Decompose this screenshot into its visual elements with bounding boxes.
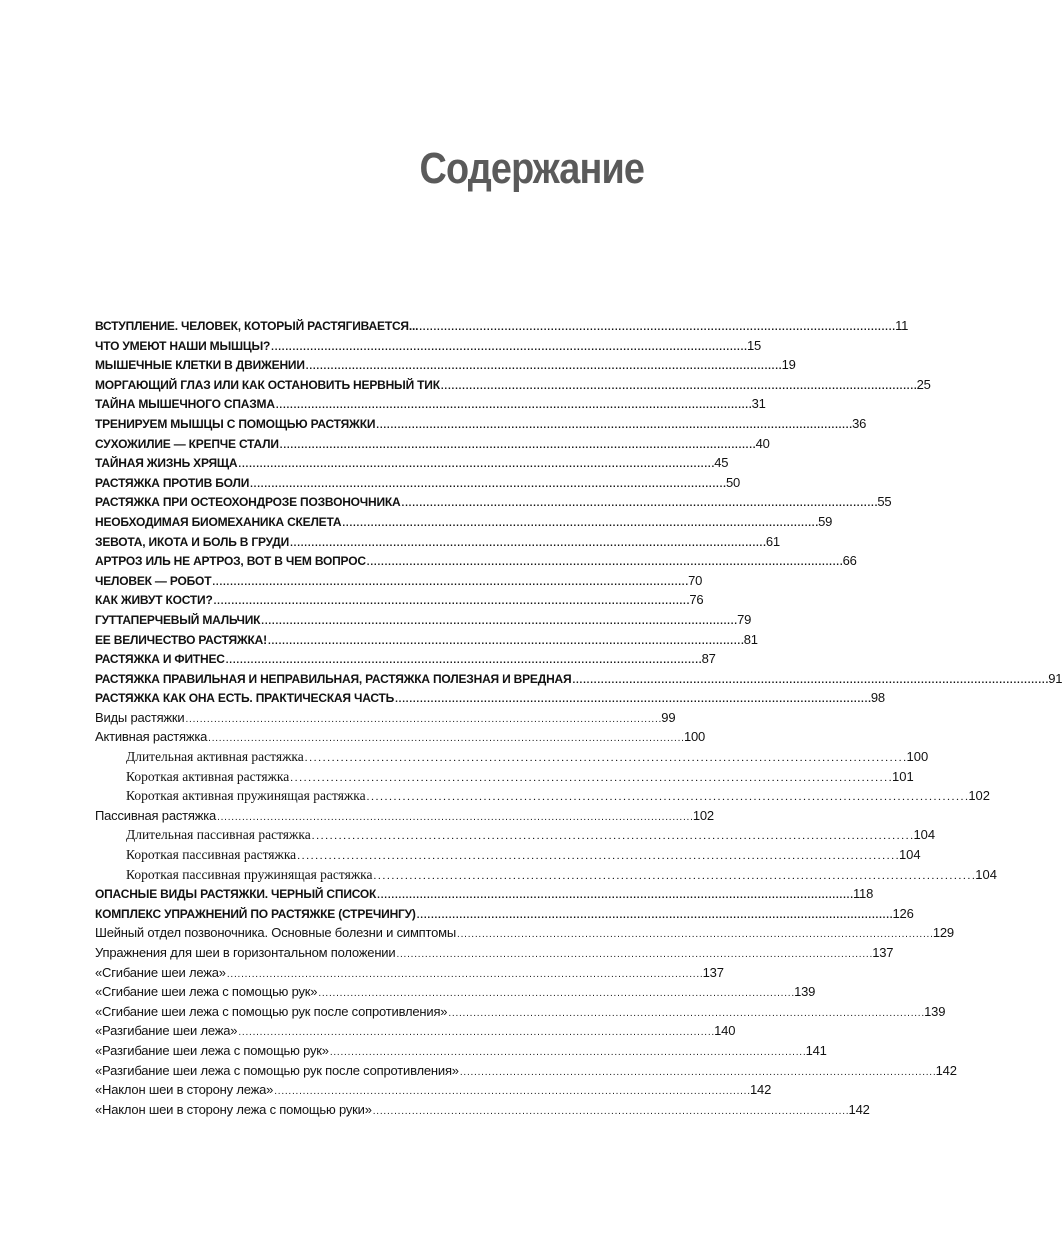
dot-leader	[376, 417, 851, 431]
toc-entry-page-number: 15	[746, 337, 762, 353]
toc-entry-title: Пассивная растяжка	[95, 807, 217, 823]
toc-entry-page-number: 19	[781, 357, 796, 373]
dot-leader	[417, 907, 892, 921]
dot-leader	[226, 652, 701, 666]
toc-entry-title: РАСТЯЖКА КАК ОНА ЕСТЬ. ПРАКТИЧЕСКАЯ ЧАСТЬ	[95, 691, 395, 706]
toc-entry	[95, 827, 936, 847]
toc-entry	[95, 494, 892, 514]
toc-entry-title: «Сгибание шеи лежа с помощью рук после сопротивления»	[95, 1003, 448, 1019]
dot-leader	[268, 633, 743, 647]
toc-entry-page-number: 137	[702, 964, 724, 980]
dot-leader	[306, 358, 781, 372]
dot-leader	[271, 339, 746, 353]
toc-entry-title: КАК ЖИВУТ КОСТИ?	[95, 593, 213, 608]
dot-leader	[212, 574, 687, 588]
toc-entry	[95, 357, 796, 377]
toc-entry-page-number: 91	[1048, 670, 1062, 686]
dot-leader	[457, 925, 932, 940]
toc-entry-page-number: 99	[661, 709, 676, 725]
toc-entry	[95, 1101, 870, 1122]
dot-leader	[250, 476, 725, 490]
toc-entry	[95, 572, 703, 593]
toc-entry-page-number: 102	[968, 788, 991, 804]
toc-entry	[95, 886, 874, 906]
toc-entry	[95, 337, 762, 358]
toc-entry	[95, 1042, 827, 1063]
toc-entry-page-number: 61	[765, 533, 780, 549]
dot-leader	[396, 945, 871, 960]
toc-entry	[95, 1023, 736, 1043]
toc-entry-page-number: 142	[750, 1082, 772, 1098]
toc-entry	[95, 866, 997, 887]
toc-entry-page-number: 139	[794, 984, 816, 1000]
toc-entry-title: РАСТЯЖКА И ФИТНЕС	[95, 652, 225, 667]
toc-entry-title: ТАЙНА МЫШЕЧНОГО СПАЗМА	[95, 397, 275, 412]
toc-entry	[95, 984, 816, 1004]
toc-entry-page-number: 142	[848, 1101, 870, 1117]
dot-leader	[342, 515, 817, 529]
dot-leader	[227, 965, 702, 980]
toc-entry	[95, 455, 729, 475]
toc-entry	[95, 905, 914, 926]
dot-leader	[290, 535, 765, 549]
dot-leader	[367, 788, 968, 804]
toc-entry	[95, 709, 676, 730]
dot-leader	[377, 887, 852, 901]
toc-entry	[95, 729, 706, 749]
toc-entry-page-number: 104	[898, 847, 921, 863]
dot-leader	[276, 397, 751, 411]
toc-entry	[95, 670, 1062, 691]
toc-entry-page-number: 126	[892, 905, 914, 921]
toc-entry-page-number: 98	[870, 690, 885, 706]
dot-leader	[217, 808, 692, 823]
toc-entry-page-number: 11	[895, 318, 909, 333]
toc-entry-title: ТАЙНАЯ ЖИЗНЬ ХРЯЩА	[95, 456, 238, 471]
toc-entry-page-number: 87	[701, 651, 716, 667]
toc-entry	[95, 592, 704, 612]
toc-entry	[95, 396, 766, 416]
dot-leader	[395, 691, 870, 705]
toc-entry	[95, 847, 921, 867]
toc-entry-page-number: 129	[932, 925, 954, 941]
toc-entry-title: РАСТЯЖКА ПРИ ОСТЕОХОНДРОЗЕ ПОЗВОНОЧНИКА	[95, 495, 401, 510]
toc-entry-title: РАСТЯЖКА ПРОТИВ БОЛИ	[95, 475, 250, 490]
toc-entry-title: ОПАСНЫЕ ВИДЫ РАСТЯЖКИ. ЧЕРНЫЙ СПИСОК	[95, 887, 377, 902]
toc-entry-page-number: 101	[892, 768, 914, 784]
dot-leader	[312, 827, 913, 843]
toc-entry-title: МЫШЕЧНЫЕ КЛЕТКИ В ДВИЖЕНИИ	[95, 358, 305, 373]
toc-entry-page-number: 25	[916, 376, 931, 392]
toc-entry	[95, 768, 914, 789]
toc-entry-title: Длительная активная растяжка	[126, 749, 304, 765]
toc-entry-title: Упражнения для шеи в горизонтальном положении	[95, 945, 396, 960]
dot-leader	[238, 1023, 713, 1038]
toc-entry-page-number: 100	[683, 729, 706, 745]
dot-leader	[280, 437, 755, 451]
toc-entry	[95, 651, 716, 671]
toc-entry-title: ВСТУПЛЕНИЕ. ЧЕЛОВЕК, КОТОРЫЙ РАСТЯГИВАЕТСЯ...	[95, 319, 419, 333]
toc-entry-title: АРТРОЗ ИЛЬ НЕ АРТРОЗ, ВОТ В ЧЕМ ВОПРОС	[95, 554, 366, 569]
toc-entry-title: Длительная пассивная растяжка	[126, 827, 311, 843]
table-of-contents	[95, 318, 1062, 1121]
toc-entry	[95, 1062, 957, 1083]
toc-entry	[95, 435, 770, 456]
dot-leader	[261, 613, 736, 627]
toc-entry	[95, 807, 714, 828]
toc-entry-title: Короткая пассивная растяжка	[126, 847, 297, 863]
toc-entry-page-number: 100	[906, 749, 929, 765]
dot-leader	[290, 769, 891, 785]
dot-leader	[297, 847, 898, 863]
toc-entry-title: Короткая активная пружинящая растяжка	[126, 788, 366, 804]
dot-leader	[419, 319, 894, 333]
toc-entry-title: Шейный отдел позвоночника. Основные болезни и симптомы	[95, 925, 457, 941]
dot-leader	[238, 456, 713, 470]
toc-entry	[95, 1082, 772, 1102]
toc-entry-page-number: 59	[818, 513, 833, 529]
toc-entry	[95, 474, 740, 495]
dot-leader	[374, 867, 975, 883]
toc-entry-page-number: 45	[714, 455, 729, 471]
toc-entry-page-number: 137	[872, 945, 894, 960]
toc-entry-title: «Наклон шеи в сторону лежа»	[95, 1082, 274, 1098]
toc-entry-page-number: 70	[688, 572, 703, 588]
dot-leader	[274, 1082, 749, 1097]
toc-entry-page-number: 102	[692, 807, 714, 823]
toc-entry-page-number: 142	[935, 1062, 957, 1078]
toc-entry-title: ЕЕ ВЕЛИЧЕСТВО РАСТЯЖКА!	[95, 632, 267, 647]
toc-entry-page-number: 50	[725, 474, 740, 490]
dot-leader	[318, 984, 793, 999]
toc-entry-title: КОМПЛЕКС УПРАЖНЕНИЙ ПО РАСТЯЖКЕ (СТРЕЧИНГУ)	[95, 906, 416, 921]
toc-entry-title: «Сгибание шеи лежа с помощью рук»	[95, 984, 318, 1000]
toc-entry-title: Короткая пассивная пружинящая растяжка	[126, 866, 373, 882]
toc-entry-title: Виды растяжки	[95, 709, 185, 725]
dot-leader	[448, 1004, 923, 1019]
toc-entry-title: НЕОБХОДИМАЯ БИОМЕХАНИКА СКЕЛЕТА	[95, 514, 342, 529]
toc-entry-title: ЧТО УМЕЮТ НАШИ МЫШЦЫ?	[95, 338, 271, 353]
toc-entry-title: ЗЕВОТА, ИКОТА И БОЛЬ В ГРУДИ	[95, 534, 290, 549]
toc-entry	[95, 376, 931, 397]
toc-entry-title: ЧЕЛОВЕК — РОБОТ	[95, 573, 212, 588]
dot-leader	[305, 749, 906, 765]
toc-entry	[95, 513, 833, 534]
toc-entry	[95, 690, 885, 710]
dot-leader	[373, 1102, 848, 1117]
toc-entry-page-number: 66	[842, 553, 857, 569]
toc-entry	[95, 1003, 946, 1024]
toc-entry-title: РАСТЯЖКА ПРАВИЛЬНАЯ И НЕПРАВИЛЬНАЯ, РАСТЯЖКА ПОЛЕЗНАЯ И ВРЕДНАЯ	[95, 671, 572, 686]
dot-leader	[402, 495, 877, 509]
toc-entry-title: «Сгибание шеи лежа»	[95, 964, 226, 980]
toc-entry-page-number: 31	[751, 396, 766, 412]
toc-entry-page-number: 79	[737, 611, 752, 627]
page-title: Содержание	[419, 144, 644, 193]
toc-entry	[95, 749, 929, 769]
dot-leader	[208, 729, 683, 744]
toc-entry-title: «Наклон шеи в сторону лежа с помощью руки»	[95, 1101, 372, 1117]
toc-entry-title: «Разгибание шеи лежа»	[95, 1023, 238, 1039]
toc-entry	[95, 788, 991, 808]
toc-entry	[95, 964, 724, 985]
toc-entry-title: Активная растяжка	[95, 729, 208, 745]
toc-entry	[95, 318, 909, 338]
dot-leader	[460, 1063, 935, 1078]
dot-leader	[214, 593, 689, 607]
toc-entry	[95, 925, 954, 945]
dot-leader	[330, 1043, 805, 1058]
toc-entry-page-number: 140	[714, 1023, 736, 1039]
toc-entry-title: МОРГАЮЩИЙ ГЛАЗ ИЛИ КАК ОСТАНОВИТЬ НЕРВНЫЙ ТИК	[95, 377, 440, 392]
toc-entry-page-number: 104	[913, 827, 936, 843]
dot-leader	[572, 672, 1047, 686]
toc-entry	[95, 533, 780, 554]
toc-entry-page-number: 40	[755, 435, 770, 451]
toc-entry-page-number: 36	[852, 415, 867, 431]
dot-leader	[441, 378, 916, 392]
toc-entry-page-number: 104	[975, 866, 997, 882]
toc-entry-page-number: 139	[924, 1003, 946, 1019]
toc-entry-title: ГУТТАПЕРЧЕВЫЙ МАЛЬЧИК	[95, 612, 261, 627]
toc-entry-title: «Разгибание шеи лежа с помощью рук»	[95, 1042, 329, 1058]
dot-leader	[185, 710, 660, 725]
toc-entry-title: ТРЕНИРУЕМ МЫШЦЫ С ПОМОЩЬЮ РАСТЯЖКИ	[95, 416, 376, 431]
toc-entry-page-number: 141	[805, 1042, 827, 1058]
dot-leader	[367, 554, 842, 568]
toc-entry-title: СУХОЖИЛИЕ — КРЕПЧЕ СТАЛИ	[95, 436, 279, 451]
toc-entry-title: «Разгибание шеи лежа с помощью рук после сопротивления»	[95, 1062, 459, 1078]
toc-entry	[95, 415, 867, 436]
toc-entry-page-number: 55	[877, 494, 892, 510]
toc-entry	[95, 945, 894, 965]
toc-entry	[95, 553, 857, 573]
toc-entry	[95, 631, 758, 652]
toc-entry-page-number: 76	[689, 592, 704, 608]
toc-entry-title: Короткая активная растяжка	[126, 768, 290, 784]
toc-entry-page-number: 118	[852, 886, 874, 902]
toc-entry	[95, 611, 752, 632]
toc-entry-page-number: 81	[743, 631, 758, 647]
